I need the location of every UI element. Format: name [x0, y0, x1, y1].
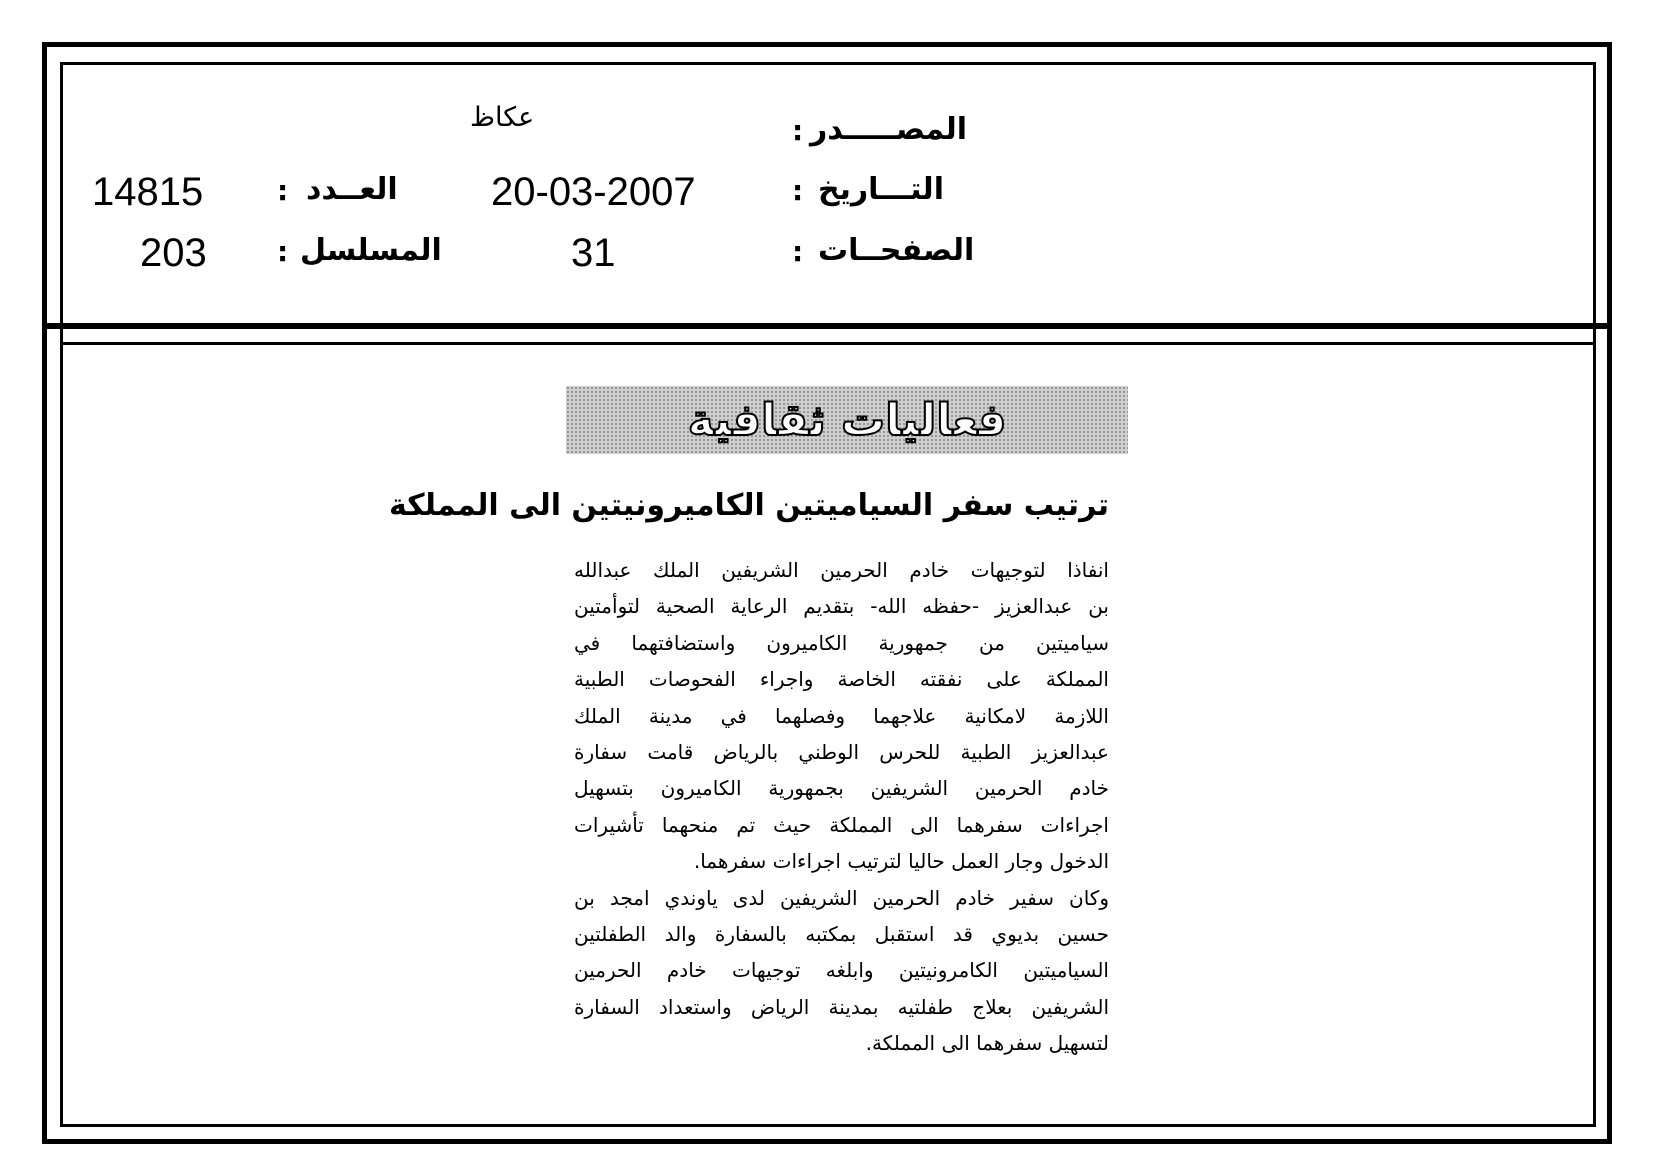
article-line: وكان سفير خادم الحرمين الشريفين لدى ياوندي امجد بن — [574, 885, 1109, 910]
header-divider-thin — [60, 342, 1596, 345]
article-line: سياميتين من جمهورية الكاميرون واستضافتهما في — [574, 630, 1109, 655]
article-line: المملكة على نفقته الخاصة واجراء الفحوصات الطبية — [574, 667, 1109, 692]
header-divider — [42, 323, 1612, 329]
serial-label: المسلسل — [300, 233, 442, 268]
issue-colon: : — [277, 174, 289, 207]
article-line: اللازمة لامكانية علاجهما وفصلهما في مدينة الملك — [574, 703, 1109, 728]
pages-label: الصفحــات — [818, 233, 975, 268]
article-line: السياميتين الكامرونيتين وابلغه توجيهات خادم الحرمين — [574, 958, 1109, 983]
date-value: 20-03-2007 — [491, 170, 696, 214]
article-line: عبدالعزيز الطبية للحرس الوطني بالرياض قامت سفارة — [574, 739, 1109, 764]
article-body — [574, 552, 1109, 1061]
article-line: الشريفين بعلاج طفلتيه بمدينة الرياض واستعداد السفارة — [574, 994, 1109, 1019]
source-value: عكاظ — [470, 102, 535, 133]
article-line: حسين بديوي قد استقبل بمكتبه بالسفارة والد الطفلتين — [574, 921, 1109, 946]
serial-colon: : — [277, 235, 289, 268]
pages-colon: : — [792, 235, 804, 268]
source-label: المصـــــدر — [810, 112, 968, 147]
date-colon: : — [792, 174, 804, 207]
article-line: الدخول وجار العمل حاليا لترتيب اجراءات سفرهما. — [693, 849, 1109, 874]
source-colon: : — [792, 114, 804, 147]
section-banner — [566, 386, 1128, 454]
date-label: التـــاريخ — [818, 172, 944, 207]
article-line: اجراءات سفرهما الى المملكة حيث تم منحهما تأشيرات — [574, 812, 1109, 837]
article-line: بن عبدالعزيز -حفظه الله- بتقديم الرعاية الصحية لتوأمتين — [574, 594, 1109, 619]
issue-value: 14815 — [92, 170, 204, 214]
article-line: لتسهيل سفرهما الى المملكة. — [865, 1031, 1109, 1056]
article-headline: ترتيب سفر السياميتين الكاميرونيتين الى المملكة — [388, 488, 1109, 523]
article-line: انفاذا لتوجيهات خادم الحرمين الشريفين الملك عبدالله — [574, 558, 1109, 582]
serial-value: 203 — [140, 231, 207, 275]
section-banner-text: فعاليات ثقافية — [687, 394, 1007, 446]
issue-label: العــدد — [306, 172, 398, 207]
pages-value: 31 — [571, 231, 616, 275]
article-line: خادم الحرمين الشريفين بجمهورية الكاميرون بتسهيل — [574, 776, 1109, 801]
